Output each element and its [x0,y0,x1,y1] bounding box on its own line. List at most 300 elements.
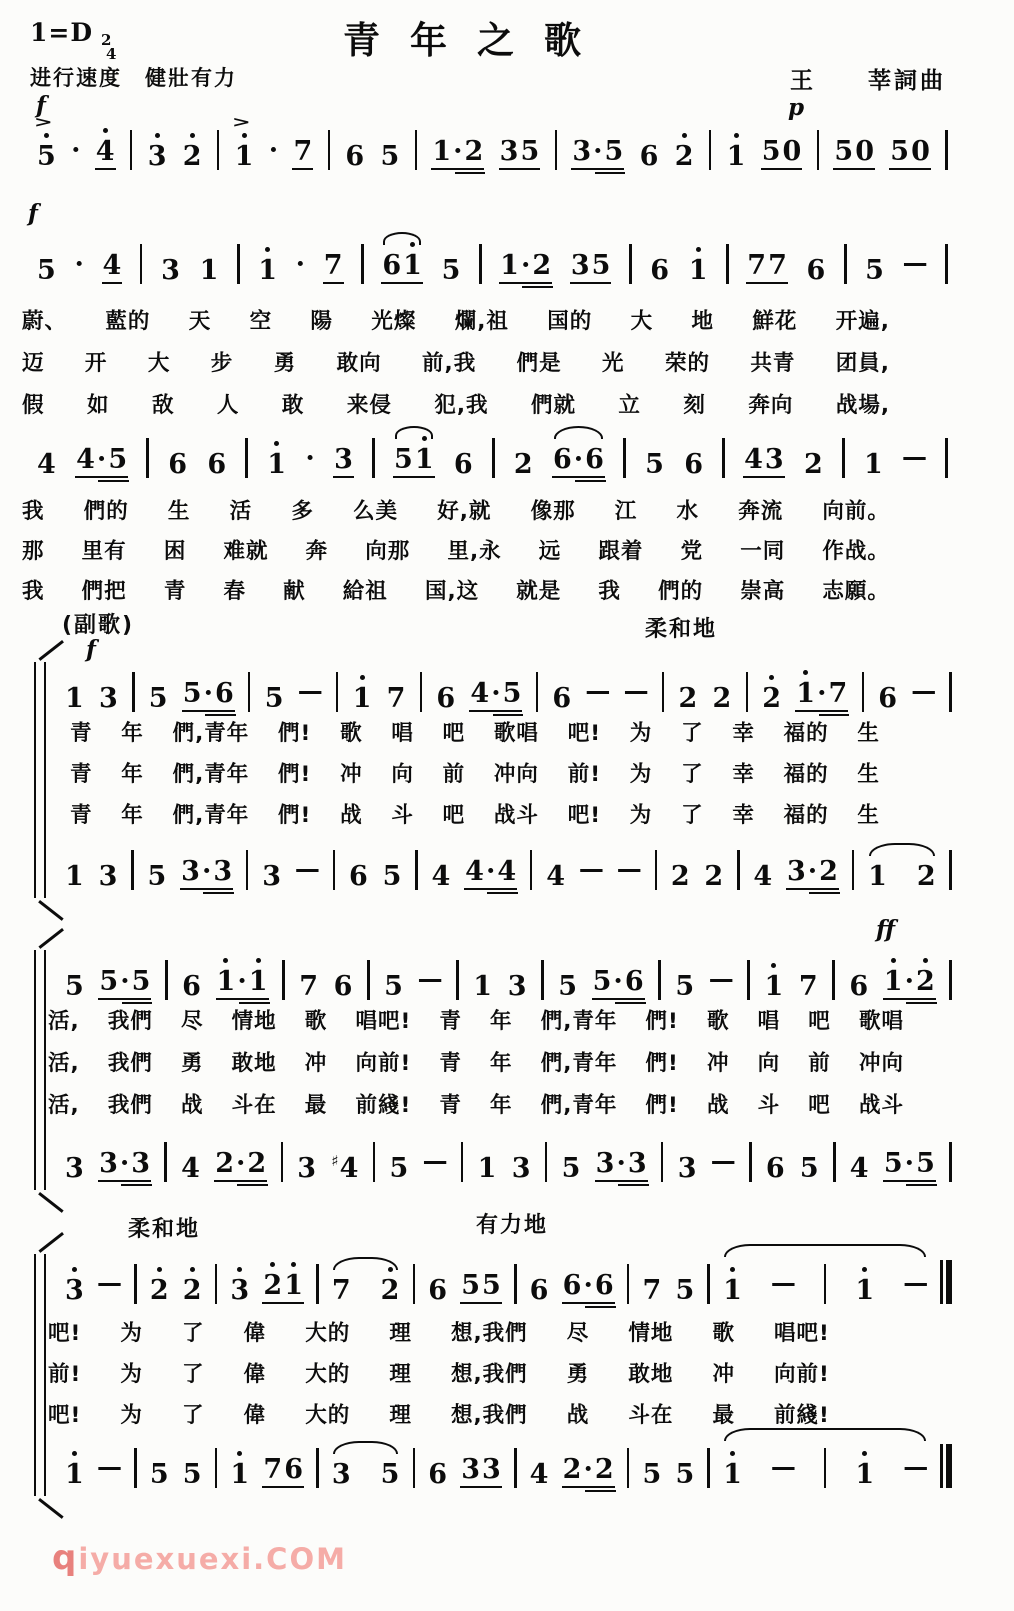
lyric-syllable: 光燦 [371,309,417,334]
note-digit: 1 [65,861,84,892]
note-digit: 5 [149,1459,169,1490]
brace-diagonal-bottom [38,900,63,920]
note [551,685,572,712]
note-digit: 2 [215,1148,235,1179]
note-digit: 3 [99,683,118,714]
note-digit: 3 [147,143,168,170]
lyric-syllable: 水 [676,499,699,524]
lyric-syllable: 大 [147,351,171,376]
note-digit: 5 [182,678,202,709]
octave-dot [360,675,365,680]
note-digit: 3 [65,1153,84,1184]
sixteenth-underline [98,480,129,483]
note [147,143,168,170]
lyric-syllable: 献 [283,579,306,604]
note-digit: 3 [595,1148,615,1179]
lyric-syllable: 为 [629,803,653,828]
lyric-syllable: 难就 [223,539,269,564]
lyric-syllable: 为 [629,721,653,746]
note [883,968,936,1000]
octave-dot [862,1451,867,1456]
lyric-syllable: 們! [278,762,312,787]
note [262,1272,304,1304]
note-digit: 3 [334,444,353,475]
barline [623,438,626,478]
lyric-syllable: 陽 [310,309,334,334]
lyric-syllable: 福的 [783,803,829,828]
duration-dash: — [294,854,320,883]
note [333,446,354,478]
note [849,1155,870,1182]
dot-separator: · [613,966,623,997]
lyric-syllable: 勇 [180,1051,204,1076]
note [441,257,462,284]
augmentation-dot: · [305,443,315,474]
note [571,138,624,170]
barline [282,960,285,1000]
note-digit: 3 [677,1153,697,1184]
notation-row [36,432,948,478]
lyric-syllable: 迈 [22,351,45,376]
note-digit: 6 [284,1454,303,1485]
note [726,143,747,170]
duration-dash: — [96,1268,122,1297]
lyric-syllable: 大的 [305,1362,351,1387]
lyric-syllable: 了 [182,1321,205,1346]
lyric-syllable: 偉 [243,1321,267,1346]
barline [832,960,835,1000]
octave-dot [237,1267,242,1272]
duration-dash: — [422,1146,448,1175]
note-digit: 3 [572,136,592,167]
note [386,685,407,712]
lyric-syllable: 冲 [340,762,363,787]
lyric-syllable: 們! [645,1051,679,1076]
note-digit: 7 [642,1275,662,1306]
lyric-syllable: 尽 [566,1321,590,1346]
duration-dash: — [770,1452,796,1481]
slur-arc [395,426,433,439]
barline [372,438,375,478]
lyric-syllable: 向前! [774,1362,830,1387]
slur-arc [869,843,935,856]
lyric-syllable: 最 [712,1403,735,1428]
lyric-syllable: 犯,我 [434,393,489,418]
note [562,1456,615,1488]
note-digit: 5 [461,1270,481,1301]
lyric-syllable: 青 [439,1051,462,1076]
lyric-syllable: 理 [389,1362,412,1387]
lyric-syllable: 吧! [567,721,602,746]
note [323,252,344,284]
note [469,680,522,712]
augmentation-dot: · [74,249,84,280]
lyric-syllable: 藍的 [105,309,151,334]
lyric-syllable: 光 [602,351,625,376]
duration-dash: — [903,1268,929,1297]
note [393,446,435,478]
note-digit: 5 [645,449,664,480]
sixteenth-underline [522,286,553,289]
lyric-syllable: 荣的 [664,351,710,376]
barline [217,130,220,170]
note-digit: 5 [642,1459,662,1490]
dot-separator: · [583,1270,593,1301]
augmentation-dot: · [295,249,306,280]
lyric-syllable: 奔向 [748,393,794,418]
augmentation-dot: · [268,135,279,166]
lyric-syllable: 們把 [81,579,127,604]
note [670,863,691,890]
barline [824,1264,827,1304]
octave-dot [103,128,108,133]
lyric-syllable: 勇 [273,351,297,376]
note [214,1150,267,1182]
note-digit: 3 [570,250,590,281]
note-digit: 1 [432,136,452,167]
barline [215,1448,218,1488]
notation-row [64,1258,952,1304]
note-digit: 3 [507,971,527,1002]
barline [749,1142,752,1182]
note [848,973,869,1000]
final-barline [940,1444,952,1488]
note-digit: 6 [552,444,572,475]
lyric-syllable: 年 [490,1051,513,1076]
note [331,1461,352,1488]
dot-separator: · [491,678,501,709]
sixteenth-underline [585,1306,616,1309]
octave-dot [72,1267,77,1272]
lyric-syllable: 为 [120,1321,143,1346]
lyric-syllable: 前 [442,762,466,787]
lyric-syllable: 們的 [83,499,129,524]
note-digit: 1 [722,1277,743,1304]
note-digit: 1 [352,685,373,712]
brace-diagonal-bottom [38,1192,63,1212]
note [464,858,517,890]
octave-dot [291,1262,296,1267]
duration-dash: — [585,676,611,705]
note [761,138,803,170]
barline [492,438,495,478]
note-digit: 7 [747,250,767,281]
dot-separator: · [616,1148,626,1179]
note-digit: 4 [431,861,451,892]
note [33,113,57,172]
lyric-syllable: 冲向 [493,762,539,787]
note [786,858,839,890]
final-barline-stroke [946,1260,952,1304]
duration-dash: — [710,1146,736,1175]
lyric-syllable: 生 [167,499,191,524]
note [803,451,824,478]
note-digit: 2 [674,143,695,170]
notation-row [64,954,952,1000]
note-digit: 5 [37,255,56,286]
barline [737,850,740,890]
dot-separator: · [583,1454,593,1485]
note-digit: 2 [915,968,936,995]
duration-dash: — [578,854,604,883]
note [877,685,898,712]
note [864,257,885,284]
barline [140,244,143,284]
lyric-syllable: 們! [278,803,312,828]
note-digit: 6 [333,971,353,1002]
note-digit: 2 [464,136,484,167]
note-digit: 3 [482,1454,501,1485]
note [529,1461,550,1488]
note [677,1155,698,1182]
lyric-syllable: 們,青年 [172,803,250,828]
lyric-syllable: 困 [163,539,187,564]
note-digit: 5 [865,255,884,286]
lyric-syllable: 团員, [835,351,890,376]
note [64,973,85,1000]
note [257,257,278,284]
note-digit: 5 [761,136,781,167]
lyric-syllable: 前! [48,1362,82,1387]
note [160,257,181,284]
lyric-syllable: 春 [223,579,246,604]
note [181,973,202,1000]
note [379,143,400,170]
note-digit: 7 [263,1454,283,1485]
note-digit: 1 [64,1461,85,1488]
lyric-syllable: 了 [182,1362,205,1387]
slur-group [722,1448,928,1488]
expression-label: 有力地 [476,1213,549,1238]
octave-dot [242,133,247,138]
lyric-syllable: 天 [188,309,212,334]
composer-credit: 王 莘詞曲 [790,68,946,94]
note-digit: 4 [102,250,122,281]
note-digit: 6 [436,683,456,714]
barline [707,1448,710,1488]
lyric-syllable: 歌唱 [493,721,539,746]
lyric-syllable: 了 [182,1403,205,1428]
lyric-syllable: 幸 [732,803,755,828]
lyric-syllable: 青 [163,579,187,604]
notation-row [33,113,948,172]
octave-dot [265,247,270,252]
lyric-syllable: 唱吧! [774,1321,830,1346]
note-digit: 5 [441,255,461,286]
note-digit: ♯4 [331,1152,359,1184]
lyric-syllable: 們! [645,1009,679,1034]
note-digit: 5 [380,1459,400,1490]
lyrics-row-verse-2 [48,1046,904,1077]
note-digit: 6 [594,1270,614,1301]
barline [215,1264,218,1304]
barline [413,1448,416,1488]
note-digit: 5 [916,1148,935,1179]
note [795,680,848,712]
barline [536,672,539,712]
lyric-syllable: 生 [857,803,880,828]
lyrics-row-verse-2 [70,757,880,788]
note [561,1155,582,1182]
barline [949,960,952,1000]
note [296,1155,317,1182]
note [674,973,695,1000]
octave-dot [72,1451,77,1456]
lyric-syllable: 跟着 [598,539,644,564]
note [799,1155,820,1182]
note-digit: 4 [95,138,116,165]
lyric-syllable: 战 [706,1093,730,1118]
note [330,1152,359,1184]
note [98,1150,151,1182]
note-digit: 1 [500,250,519,281]
dynamic-marking: p [788,94,805,121]
note-digit: 5 [675,1275,695,1306]
note [206,451,227,478]
lyric-syllable: 战 [180,1093,204,1118]
lyrics-row-verse-1 [22,494,890,525]
note-digit: 3 [461,1454,481,1485]
lyric-syllable: 年 [121,721,144,746]
lyric-syllable: 向 [391,762,414,787]
note-digit: 7 [828,678,848,709]
lyric-syllable: 冲 [706,1051,730,1076]
octave-dot [388,1267,393,1272]
note-digit: 6 [529,1275,549,1306]
note [916,863,937,890]
note [499,252,552,284]
barline [852,850,855,890]
note [883,1150,936,1182]
barline [627,1264,630,1304]
notation-row [64,1136,952,1182]
accent-mark: > [231,113,251,131]
lyric-syllable: 吧! [48,1403,82,1428]
octave-dot [256,958,261,963]
note-digit: 6 [849,971,869,1002]
note-digit: 5 [520,136,540,167]
dynamic-marking: f [28,200,38,227]
note-digit: 1 [868,861,887,892]
note-digit: 6 [382,250,402,281]
note [64,685,85,712]
barline [248,672,251,712]
note [722,1277,743,1304]
barline [328,130,331,170]
barline [945,130,948,170]
expression-label: 柔和地 [645,617,718,642]
note-digit: 2 [712,683,732,714]
lyric-syllable: 作战。 [822,539,890,564]
lyric-syllable: 鮮花 [752,309,798,334]
note-digit: 3 [499,136,519,167]
brace-diagonal-top [38,928,63,948]
note [743,446,785,478]
barline [246,850,249,890]
lyric-syllable: 了 [681,762,704,787]
note [562,1272,615,1304]
note [264,685,285,712]
note [688,257,709,284]
note-digit: 1 [726,143,747,170]
barline [817,130,820,170]
barline [316,1264,319,1304]
lyric-syllable: 們! [278,721,312,746]
note-digit: 3 [131,1148,151,1179]
lyric-syllable: 我 [22,499,45,524]
lyric-syllable: 歌 [340,721,363,746]
barline [415,850,418,890]
augmentation-dot: · [71,135,81,166]
lyric-syllable: 大的 [305,1403,351,1428]
barline [661,1142,664,1182]
note-digit: 6 [650,255,670,286]
final-barline-stroke [946,1444,952,1488]
note [266,451,287,478]
note [674,1277,695,1304]
lyric-syllable: 冲 [304,1051,328,1076]
note-digit: 1 [283,1272,304,1299]
note-digit: 3 [161,255,180,286]
lyric-syllable: 想,我們 [450,1403,528,1428]
duration-dash: — [417,964,443,993]
octave-dot [730,1267,735,1272]
note-digit: 2 [513,449,533,480]
barline [746,672,749,712]
note [382,863,403,890]
note-digit: 6 [214,678,234,709]
note [149,1461,170,1488]
octave-dot [155,133,160,138]
note-digit: 2 [761,685,782,712]
lyric-syllable: 活 [229,499,253,524]
note-digit: 3 [511,1153,531,1184]
lyric-syllable: 斗 [391,803,414,828]
notation-row [64,1442,952,1488]
note-digit: 6 [349,861,368,892]
lyric-syllable: 前! [567,762,602,787]
note-digit: 2 [704,861,724,892]
barline [722,438,725,478]
sixteenth-underline [809,892,840,895]
lyric-syllable: 为 [629,762,653,787]
octave-dot [44,133,49,138]
note-digit: 1 [854,1277,875,1304]
key-text: 1=D [30,18,94,47]
lyric-syllable: 情地 [231,1009,277,1034]
lyric-syllable: 向那 [365,539,411,564]
lyric-syllable: 唱吧! [355,1009,412,1034]
note-digit: 0 [911,136,930,167]
note-digit: 5 [108,444,128,475]
lyric-syllable: 一同 [740,539,786,564]
barline [514,1264,517,1304]
note [262,1456,304,1488]
note [64,1461,85,1488]
note-digit: 2 [182,143,203,170]
note-digit: 2 [247,1148,267,1179]
note-digit: 5 [382,861,402,892]
note-digit: 5 [389,1153,409,1184]
note-digit: 5 [799,1153,819,1184]
lyric-syllable: 們的 [658,579,704,604]
note-digit: 5 [591,250,611,281]
note [180,858,233,890]
lyric-syllable: 偉 [243,1403,267,1428]
lyric-syllable: 生 [857,762,880,787]
note-digit: 6 [585,444,604,475]
lyric-syllable: 我 [22,579,45,604]
